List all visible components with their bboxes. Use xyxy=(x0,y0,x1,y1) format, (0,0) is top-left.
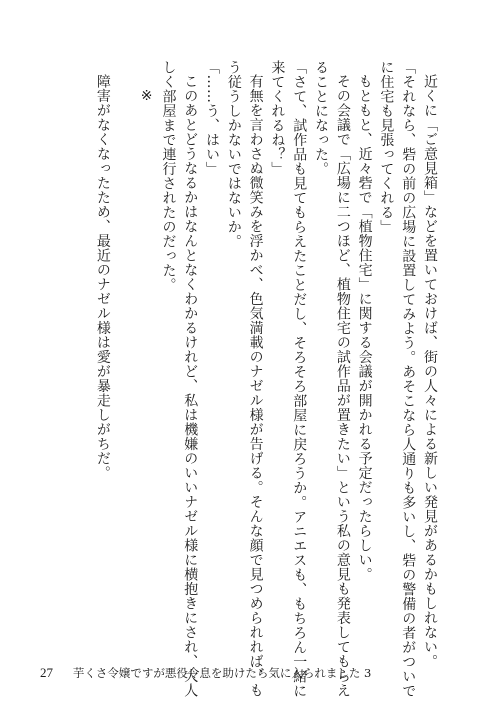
text-line: 有無を言わさぬ微笑みを浮かべ、色気満載のナゼル様が告げる。そんな顔で見つめられれば、も xyxy=(247,74,264,698)
text-line: 「それなら、砦の前の広場に設置してみよう。あそこなら人通りも多いし、砦の警備の者がついで xyxy=(400,60,417,698)
text-line: 近くに「ご意見箱」などを置いておけば、街の人々による新しい発見があるかもしれない。 xyxy=(422,74,438,669)
text-line: 障害がなくなったため、最近のナゼル様は愛が暴走しがちだ。 xyxy=(94,74,111,480)
text-line: ることになった。 xyxy=(313,60,330,176)
text-line: このあとどうなるかはなんとなくわかるけれど、私は機嫌のいいナゼル様に横抱きにされ、大人 xyxy=(182,74,199,698)
page-number: 27 xyxy=(40,665,53,680)
section-break-mark: ※ xyxy=(138,88,155,104)
text-line: 来てくれるね？」 xyxy=(269,60,286,176)
page-footer xyxy=(40,665,371,681)
text-line: しく部屋まで連行されたのだった。 xyxy=(160,60,177,292)
text-line: う従うしかないではないか。 xyxy=(225,60,242,249)
running-title: 芋くさ令嬢ですが悪役令息を助けたら気に入られました 3 xyxy=(72,666,372,680)
text-line: に住宅も見張ってくれる」 xyxy=(378,60,395,234)
text-line: 「……う、はい」 xyxy=(204,60,221,176)
text-line: もともと、近々砦で「植物住宅」に関する会議が開かれる予定だったらしい。 xyxy=(356,74,373,582)
text-line: 「さて、試作品も見てもらえたことだし、そろそろ部屋に戻ろうか。アニエスも、もちろん一緒に xyxy=(291,60,308,698)
text-line: その会議で「広場に二つほど、植物住宅の試作品が置きたい」という私の意見も発表してもらえ xyxy=(334,74,351,698)
